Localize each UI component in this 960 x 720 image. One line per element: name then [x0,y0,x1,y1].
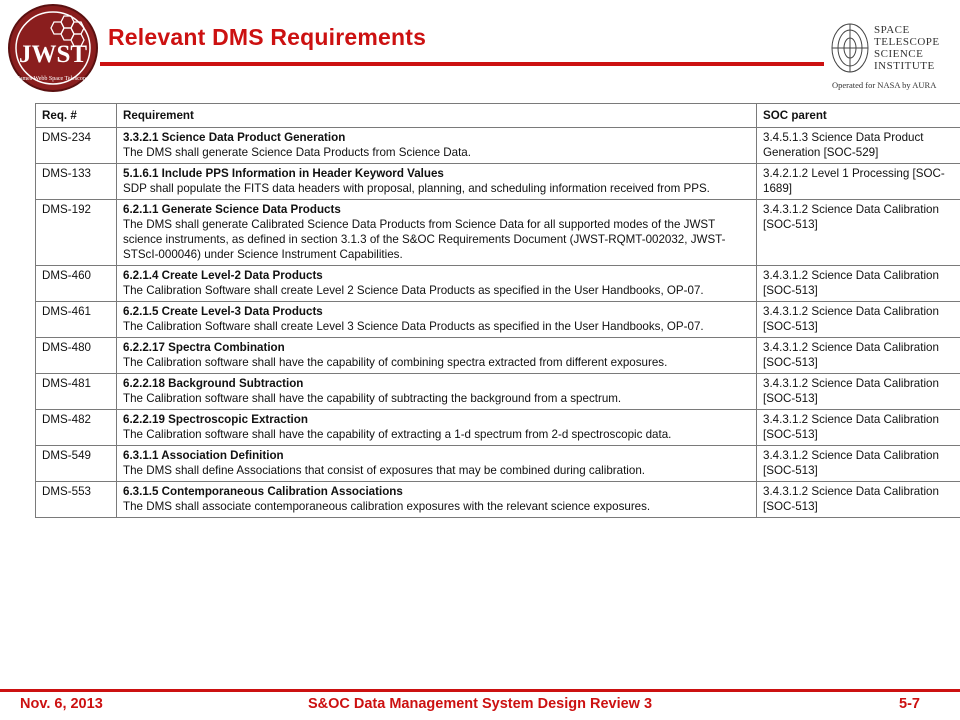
requirements-table [35,103,960,518]
requirement-cell [117,482,757,518]
table-row [36,338,960,374]
page-title: Relevant DMS Requirements [108,24,427,50]
requirement-cell [117,128,757,164]
requirement-text: The DMS shall associate contemporaneous calibration exposures with the relevant science exposures. [123,500,651,513]
stsci-logo-line-4: INSTITUTE [874,60,935,72]
footer-divider [0,689,960,692]
req-id: DMS-482 [36,410,117,446]
req-id: DMS-549 [36,446,117,482]
soc-parent: 3.4.3.1.2 Science Data Calibration [SOC-513] [757,338,960,374]
requirement-title: 6.2.2.18 Background Subtraction [123,377,304,390]
header-soc-parent: SOC parent [757,104,960,128]
requirement-text: The DMS shall define Associations that consist of exposures that may be combined during calibration. [123,464,645,477]
stsci-logo-line-2: TELESCOPE [874,36,940,48]
req-id: DMS-133 [36,164,117,200]
requirement-title: 6.2.2.17 Spectra Combination [123,341,285,354]
title-divider [100,62,824,66]
requirement-title: 6.2.1.4 Create Level-2 Data Products [123,269,323,282]
requirement-cell [117,164,757,200]
soc-parent: 3.4.2.1.2 Level 1 Processing [SOC-1689] [757,164,960,200]
table-row [36,164,960,200]
requirement-text: The Calibration software shall have the capability of combining spectra extracted from different exposures. [123,356,668,369]
requirement-title: 6.3.1.5 Contemporaneous Calibration Associations [123,485,403,498]
table-row [36,266,960,302]
soc-parent: 3.4.3.1.2 Science Data Calibration [SOC-513] [757,374,960,410]
req-id: DMS-461 [36,302,117,338]
req-id: DMS-553 [36,482,117,518]
requirement-text: The Calibration software shall have the capability of extracting a 1-d spectrum from 2-d spectroscopic data. [123,428,672,441]
soc-parent: 3.4.3.1.2 Science Data Calibration [SOC-513] [757,482,960,518]
req-id: DMS-234 [36,128,117,164]
soc-parent: 3.4.3.1.2 Science Data Calibration [SOC-513] [757,302,960,338]
requirement-title: 6.3.1.1 Association Definition [123,449,284,462]
table-row [36,200,960,266]
soc-parent: 3.4.5.1.3 Science Data Product Generation [SOC-529] [757,128,960,164]
requirement-text: The DMS shall generate Science Data Products from Science Data. [123,146,471,159]
table-row [36,410,960,446]
jwst-logo-caption: James Webb Space Telescope [17,76,89,82]
stsci-logo-line-3: SCIENCE [874,48,924,60]
header-req-number: Req. # [36,104,117,128]
requirement-cell [117,410,757,446]
requirement-title: 6.2.2.19 Spectroscopic Extraction [123,413,308,426]
requirement-text: The DMS shall generate Calibrated Science Data Products from Science Data for all supported modes of the JWST science instruments, as defined in section 3.1.3 of the S&OC Requirements Document (JWST-RQMT-002032, JWST-STScI-000046) under Science Instrument Capabilities. [123,218,726,261]
req-id: DMS-460 [36,266,117,302]
requirement-cell [117,446,757,482]
requirement-cell [117,338,757,374]
req-id: DMS-480 [36,338,117,374]
jwst-logo [6,2,102,94]
req-id: DMS-192 [36,200,117,266]
table-row [36,482,960,518]
table-row [36,374,960,410]
stsci-logo-caption: Operated for NASA by AURA [832,80,937,90]
requirement-cell [117,374,757,410]
requirement-cell [117,302,757,338]
table-row [36,128,960,164]
soc-parent: 3.4.3.1.2 Science Data Calibration [SOC-513] [757,410,960,446]
soc-parent: 3.4.3.1.2 Science Data Calibration [SOC-513] [757,200,960,266]
stsci-logo [828,16,948,96]
jwst-logo-text: JWST [19,41,88,68]
requirement-text: The Calibration Software shall create Level 3 Science Data Products as specified in the User Handbooks, OP-07. [123,320,704,333]
requirement-title: 6.2.1.1 Generate Science Data Products [123,203,341,216]
stsci-logo-line-1: SPACE [874,24,910,36]
requirement-title: 6.2.1.5 Create Level-3 Data Products [123,305,323,318]
requirement-cell [117,200,757,266]
requirement-title: 5.1.6.1 Include PPS Information in Header Keyword Values [123,167,444,180]
soc-parent: 3.4.3.1.2 Science Data Calibration [SOC-513] [757,266,960,302]
requirement-text: SDP shall populate the FITS data headers with proposal, planning, and scheduling information received from PPS. [123,182,710,195]
table-row [36,302,960,338]
req-id: DMS-481 [36,374,117,410]
requirement-text: The Calibration Software shall create Level 2 Science Data Products as specified in the User Handbooks, OP-07. [123,284,704,297]
requirement-text: The Calibration software shall have the capability of subtracting the background from a spectrum. [123,392,622,405]
header-requirement: Requirement [117,104,757,128]
footer-page-number: 5-7 [899,696,920,712]
requirement-cell [117,266,757,302]
soc-parent: 3.4.3.1.2 Science Data Calibration [SOC-513] [757,446,960,482]
footer-presentation-title: S&OC Data Management System Design Review 3 [307,696,653,712]
requirement-title: 3.3.2.1 Science Data Product Generation [123,131,346,144]
footer-date: Nov. 6, 2013 [20,696,103,712]
table-row [36,446,960,482]
table-header-row [36,104,960,128]
